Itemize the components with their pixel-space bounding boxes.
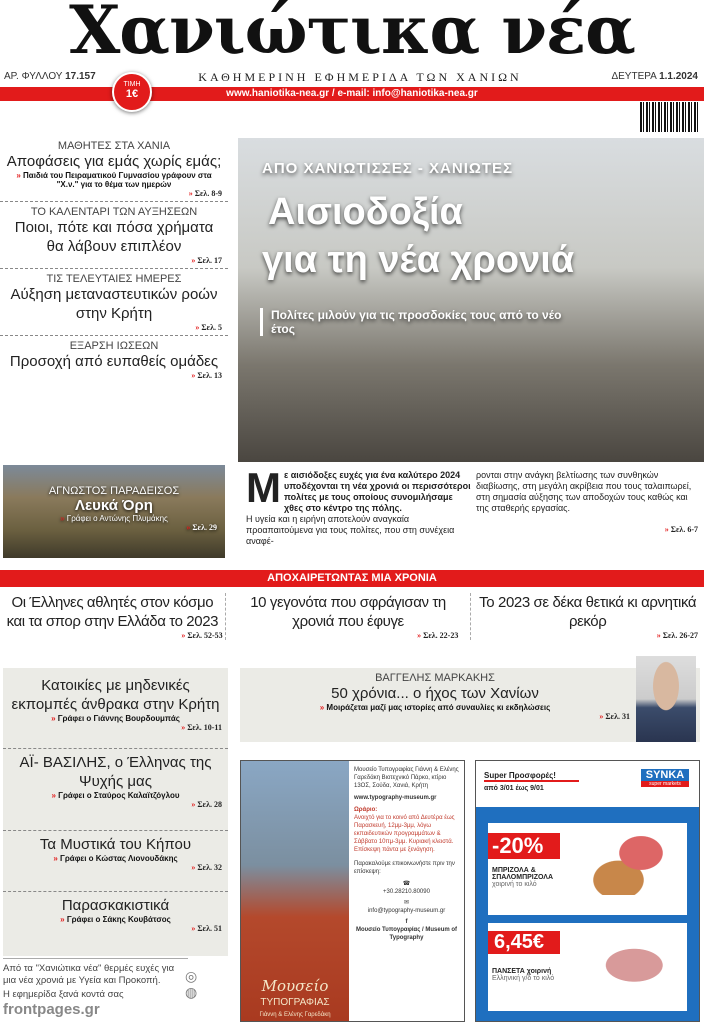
greeting-text-2: Η εφημερίδα ξανά κοντά σας <box>3 989 124 1000</box>
author-photo <box>636 656 696 742</box>
lead-body: ρονται στην ανάγκη βελτίωσης των συνθηκών διαβίωσης, στη μεγάλη ακρίβεια που τους ταλαιπωρεί, στη σημασία αύξησης των αποδοχών τους καθώς και της σταθερής εργασίας. <box>476 470 692 513</box>
headline: Αποφάσεις για εμάς χωρίς εμάς; <box>6 153 222 170</box>
story[interactable] <box>471 593 704 640</box>
lead-headline: Αισιοδοξία <box>268 191 463 233</box>
day: ΔΕΥΤΕΡΑ <box>611 71 657 82</box>
issue-date <box>611 71 698 82</box>
kicker: ΒΑΓΓΕΛΗΣ ΜΑΡΚΑΚΗΣ <box>375 672 495 684</box>
headline: Κατοικίες με μηδενικές εκπομπές άνθρακα στην Κρήτη <box>11 677 220 713</box>
headline: Οι Έλληνες αθλητές στον κόσμο και τα σπορ στην Ελλάδα το 2023 <box>6 594 219 630</box>
features-box <box>3 668 228 956</box>
subhead: » Παιδιά του Πειραματικού Γυμνασίου γράφουν στα "Χ.ν." για το θέμα των ημερών <box>6 171 222 189</box>
page-ref: » Σελ. 29 <box>3 523 225 532</box>
headline: Προσοχή από ευπαθείς ομάδες <box>9 353 219 370</box>
lead-headline-2: για τη νέα χρονιά <box>262 239 575 281</box>
website[interactable]: www.typography-museum.gr <box>354 795 437 801</box>
page-ref: » Σελ. 17 <box>6 256 222 265</box>
brand: SYNKA <box>641 769 689 781</box>
email[interactable]: info@typography-museum.gr <box>367 908 446 914</box>
kicker: ΕΞΑΡΣΗ ΙΩΣΕΩΝ <box>69 340 159 352</box>
date: 1.1.2024 <box>659 71 698 82</box>
page-ref: » Σελ. 6-7 <box>476 524 698 535</box>
byline: » Γράφει ο Σταύρος Καλαϊτζόγλου <box>9 791 222 800</box>
lead-text-col1 <box>246 464 472 547</box>
offer-badge: 6,45€ <box>488 931 560 954</box>
page-ref: » Σελ. 32 <box>9 863 222 872</box>
offer-badge: -20% <box>488 833 560 859</box>
page-ref: » Σελ. 13 <box>6 371 222 380</box>
museum-name: ΤΥΠΟΓΡΑΦΙΑΣ <box>260 997 330 1008</box>
year-review-stories <box>0 593 704 640</box>
ad-dates: από 3/01 έως 9/01 <box>484 785 544 792</box>
museum-ad[interactable] <box>240 760 465 1022</box>
brand-sub: super markets <box>641 781 689 787</box>
contact-band[interactable]: www.haniotika-nea.gr / e-mail: info@haniotika-nea.gr <box>0 87 704 101</box>
ad-title: Super Προσφορές! <box>484 771 579 782</box>
byline: » Γράφει ο Γιάννης Βουρδουμπάς <box>9 714 222 723</box>
headline: Λευκά Όρη <box>75 497 153 514</box>
masthead-title: Χανιώτικα νέα <box>69 0 635 64</box>
story[interactable] <box>0 136 228 202</box>
museum-logo: Μουσείο <box>261 977 329 995</box>
offer[interactable] <box>488 823 687 915</box>
synka-logo <box>641 769 689 787</box>
byline: » Γράφει ο Αντώνης Πλυμάκης <box>3 514 225 523</box>
headline: Αύξηση μεταναστευτικών ροών στην Κρήτη <box>10 286 218 322</box>
offer-name: ΜΠΡΙΖΟΛΑ & ΣΠΑΛΟΜΠΡΙΖΟΛΑ <box>492 867 553 881</box>
phone-icon: ☎ <box>402 881 411 887</box>
price: 1€ <box>125 88 139 100</box>
offer[interactable] <box>488 923 687 1011</box>
headline: Παρασκακιστικά <box>61 897 170 914</box>
address: Μουσείο Τυπογραφίας Γιάννη & Ελένης Γαρεδάκη Βιοτεχνικό Πάρκο, κτίριο 13ΟΣ, Σούδα, Χανιά, Κρήτη <box>354 767 459 789</box>
hours: Ανοιχτό για το κοινό από Δευτέρα έως Παρασκευή, 12μμ-3μμ, λόγω εκπαιδευτικών προγραμμάτων & Σάββατο 10πμ-3μμ. Κυριακή κλειστά. Επίσκεψη πάντα με ξενάγηση. <box>354 815 455 853</box>
section-band: ΑΠΟΧΑΙΡΕΤΩΝΤΑΣ ΜΙΑ ΧΡΟΝΙΑ <box>0 570 704 587</box>
museum-photo <box>241 761 349 1021</box>
lead-body: Η υγεία και η ειρήνη αποτελούν αναγκαία προαπαιτούμενα για τους πολίτες, που στη συνέχεια αναφέ- <box>246 514 455 546</box>
hours-title: Ωράριο: <box>354 807 378 813</box>
ornament-icon: ◎ ◍ <box>185 968 198 1000</box>
pancetta-image <box>582 935 677 990</box>
barcode <box>640 102 700 132</box>
page-ref: » Σελ. 31 <box>240 712 630 721</box>
price-label: ΤΙΜΗ <box>123 81 141 88</box>
page-ref: » Σελ. 52-53 <box>2 631 223 640</box>
offers <box>476 807 699 1021</box>
page-ref: » Σελ. 28 <box>9 800 222 809</box>
page-ref: » Σελ. 51 <box>9 924 222 933</box>
lead-photo[interactable] <box>238 138 704 462</box>
facebook-icon: f <box>405 919 408 925</box>
greeting <box>3 958 228 1018</box>
kicker: ΑΓΝΩΣΤΟΣ ΠΑΡΑΔΕΙΣΟΣ <box>48 485 180 497</box>
headline: 10 γεγονότα που σφράγισαν τη χρονιά που έφυγε <box>250 594 446 630</box>
headline: Τα Μυστικά του Κήπου <box>39 836 192 853</box>
page-ref: » Σελ. 26-27 <box>477 631 698 640</box>
lead-text-col2 <box>476 470 698 535</box>
headline: Ποιοι, πότε και πόσα χρήματα θα λάβουν επιπλέον <box>14 219 214 255</box>
offer-desc: Ελληνική γ/δ το κιλό <box>492 975 555 982</box>
story[interactable] <box>3 892 228 936</box>
headline: Το 2023 σε δέκα θετικά κι αρνητικά ρεκόρ <box>479 594 697 630</box>
offer-name: ΠΑΝΣΕΤΑ χοιρινή <box>492 968 552 975</box>
facebook[interactable]: Μουσείο Τυπογραφίας / Museum of Typography <box>355 927 458 941</box>
kicker: ΜΑΘΗΤΕΣ ΣΤΑ ΧΑΝΙΑ <box>57 140 171 152</box>
price-badge <box>112 72 152 112</box>
story[interactable] <box>3 749 228 831</box>
page-ref: » Σελ. 22-23 <box>238 631 459 640</box>
left-stories <box>0 136 228 383</box>
lead-kicker: ΑΠΟ ΧΑΝΙΩΤΙΣΣΕΣ - ΧΑΝΙΩΤΕΣ <box>262 160 514 177</box>
watermark: frontpages.gr <box>3 1001 100 1018</box>
markakis-box[interactable] <box>240 668 700 742</box>
byline: » Γράφει ο Σάκης Κουβάτσος <box>9 915 222 924</box>
phone[interactable]: +30.28210.80090 <box>383 889 430 895</box>
museum-info <box>349 761 464 1021</box>
byline: » Γράφει ο Κώστας Λιονουδάκης <box>9 854 222 863</box>
lead-intro: ε αισιόδοξες ευχές για ένα καλύτερο 2024 υποδέχονται τη νέα χρονιά οι περισσότεροι πολίτες με τους οποίους συνομιλήσαμε χθες στο κέντρο της πόλης. <box>284 470 471 513</box>
headline: 50 χρόνια... ο ήχος των Χανίων <box>331 685 539 702</box>
page-ref: » Σελ. 5 <box>6 323 222 332</box>
subhead: » Μοιράζεται μαζί μας ιστορίες από συναυλίες κι εκδηλώσεις <box>240 703 630 712</box>
issue-label: ΑΡ. ΦΥΛΛΟΥ <box>4 71 63 82</box>
call-note: Παρακαλούμε επικοινωνήστε πριν την επίσκεψη: <box>354 861 455 875</box>
museum-owners: Γιάννη & Ελένης Γαρεδάκη <box>259 1012 331 1018</box>
page-ref: » Σελ. 8-9 <box>6 189 222 198</box>
story[interactable] <box>3 831 228 892</box>
greeting-text: Από τα "Χανιώτικα νέα" θερμές ευχές για μια νέα χρονιά με Υγεία και Προκοπή. <box>3 963 175 986</box>
lead-deck: Πολίτες μιλούν για τις προσδοκίες τους από το νέο έτος <box>260 308 580 336</box>
story[interactable] <box>0 593 226 640</box>
tagline: ΚΑΘΗΜΕΡΙΝΗ ΕΦΗΜΕΡΙΔΑ ΤΩΝ ΧΑΝΙΩΝ <box>198 70 522 84</box>
story[interactable] <box>3 672 228 749</box>
offer-desc: χοιρινή το κιλό <box>492 881 537 888</box>
meat-image <box>587 835 677 895</box>
story[interactable] <box>0 336 228 383</box>
story[interactable] <box>0 202 228 269</box>
kicker: ΤΙΣ ΤΕΛΕΥΤΑΙΕΣ ΗΜΕΡΕΣ <box>46 273 182 285</box>
issue-value: 17.157 <box>65 71 96 82</box>
synka-ad[interactable] <box>475 760 700 1022</box>
headline: ΑΪ- ΒΑΣΙΛΗΣ, ο Έλληνας της Ψυχής μας <box>19 754 212 790</box>
story[interactable] <box>226 593 472 640</box>
page-ref: » Σελ. 10-11 <box>9 723 222 732</box>
promo-mountains[interactable] <box>3 465 225 558</box>
mail-icon: ✉ <box>403 900 410 906</box>
dropcap: Μ <box>246 464 281 511</box>
story[interactable] <box>0 269 228 336</box>
kicker: ΤΟ ΚΑΛΕΝΤΑΡΙ ΤΩΝ ΑΥΞΗΣΕΩΝ <box>30 206 198 218</box>
issue-number <box>4 71 96 82</box>
